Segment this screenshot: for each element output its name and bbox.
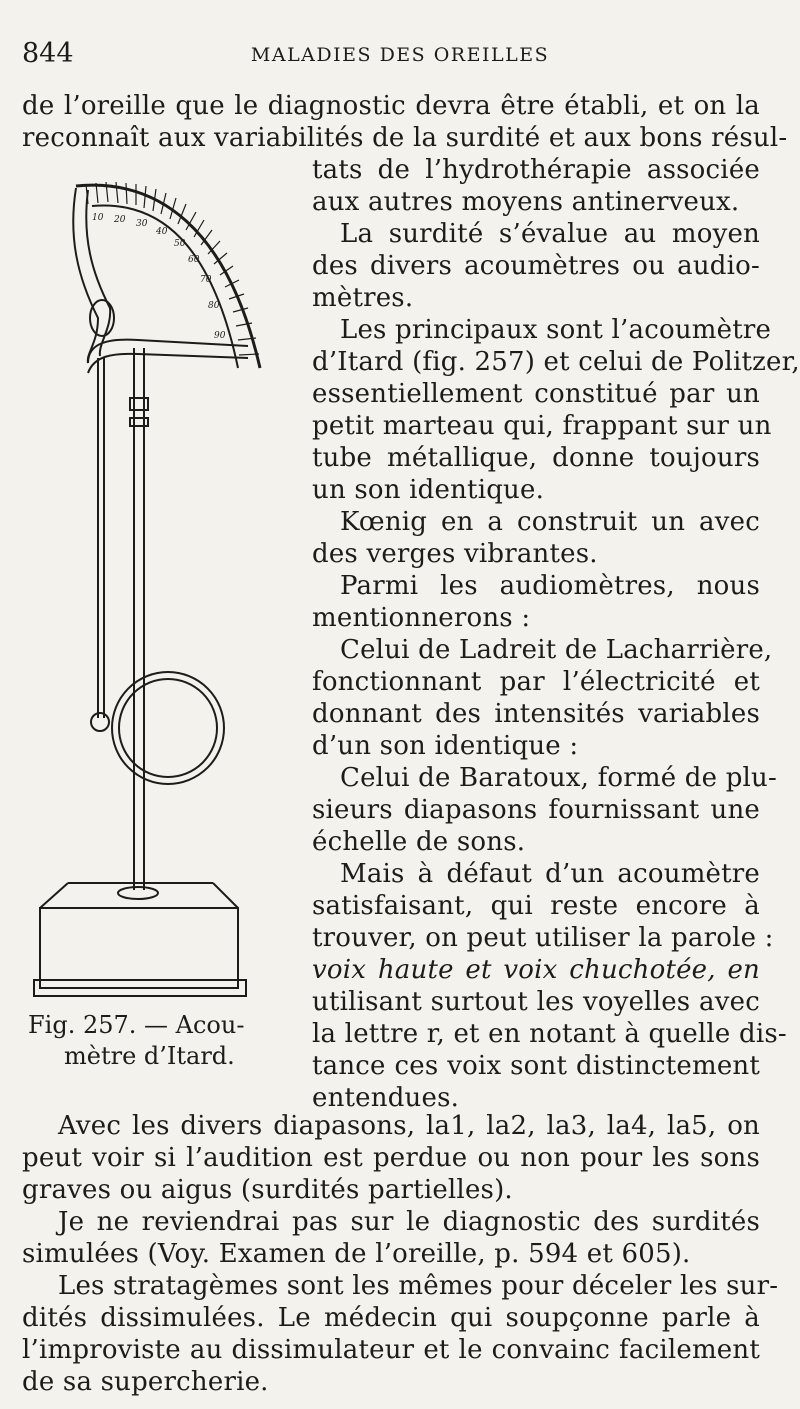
text-line: l’improviste au dissimulateur et le convainc facilement xyxy=(22,1335,760,1365)
text-line: la lettre r, et en notant à quelle dis- xyxy=(312,1019,787,1049)
page-number: 844 xyxy=(22,38,74,69)
scale-label: 40 xyxy=(156,227,168,237)
scale-label: 50 xyxy=(174,239,186,249)
text-line: satisfaisant, qui reste encore à xyxy=(312,891,760,921)
text-line: Celui de Baratoux, formé de plu- xyxy=(340,763,777,793)
scale-label: 70 xyxy=(200,275,212,285)
text-line: dités dissimulées. Le médecin qui soupçonne parle à xyxy=(22,1303,760,1333)
text-line: tats de l’hydrothérapie associée xyxy=(312,155,760,185)
text-line: donnant des intensités variables xyxy=(312,699,760,729)
support-arm xyxy=(88,340,248,363)
scale-label: 80 xyxy=(208,301,220,311)
scale-label: 60 xyxy=(188,255,200,265)
text-line: Les principaux sont l’acoumètre xyxy=(340,315,772,345)
base-block xyxy=(40,908,238,988)
text-line: d’Itard (fig. 257) et celui de Politzer, xyxy=(312,347,800,377)
text-line: Je ne reviendrai pas sur le diagnostic des surdités xyxy=(58,1207,760,1237)
text-line: Kœnig en a construit un avec xyxy=(340,507,760,537)
text-line: mètres. xyxy=(312,283,414,313)
text-line: entendues. xyxy=(312,1083,460,1113)
text-line: fonctionnant par l’électricité et xyxy=(312,667,760,697)
text-line: La surdité s’évalue au moyen xyxy=(340,219,760,249)
text-line: peut voir si l’audition est perdue ou non pour les sons xyxy=(22,1143,760,1173)
text-line: reconnaît aux variabilités de la surdité et aux bons résul- xyxy=(22,123,788,153)
text-line: graves ou aigus (surdités partielles). xyxy=(22,1175,513,1205)
text-line: Celui de Ladreit de Lacharrière, xyxy=(340,635,773,665)
figure-caption-line: Fig. 257. — Acou- xyxy=(28,1011,245,1039)
text-line: tube métallique, donne toujours xyxy=(312,443,760,473)
text-line: mentionnerons : xyxy=(312,603,531,633)
text-line: voix haute et voix chuchotée, en xyxy=(312,955,760,985)
scale-label: 20 xyxy=(114,215,126,225)
text-line: essentiellement constitué par un xyxy=(312,379,760,409)
text-line: des verges vibrantes. xyxy=(312,539,598,569)
text-line: de l’oreille que le diagnostic devra être établi, et on la xyxy=(22,91,760,121)
text-line: tance ces voix sont distinctement xyxy=(312,1051,760,1081)
text-line: Mais à défaut d’un acoumètre xyxy=(340,859,760,889)
text-line: Avec les divers diapasons, la1, la2, la3, la4, la5, on xyxy=(58,1111,760,1141)
scale-label: 10 xyxy=(92,213,104,223)
text-line: d’un son identique : xyxy=(312,731,579,761)
text-line: aux autres moyens antinerveux. xyxy=(312,187,740,217)
text-line: simulées (Voy. Examen de l’oreille, p. 594 et 605). xyxy=(22,1239,691,1269)
text-line: petit marteau qui, frappant sur un xyxy=(312,411,772,441)
text-line: Parmi les audiomètres, nous xyxy=(340,571,760,601)
page-header xyxy=(22,38,778,78)
text-line: sieurs diapasons fournissant une xyxy=(312,795,760,825)
scale-label: 30 xyxy=(136,219,148,229)
rod-foot xyxy=(118,887,158,899)
text-line: un son identique. xyxy=(312,475,545,505)
text-line: échelle de sons. xyxy=(312,827,526,857)
text-line: de sa supercherie. xyxy=(22,1367,269,1397)
hammer-ball xyxy=(91,713,109,731)
scale-label: 90 xyxy=(214,331,226,341)
metal-ring xyxy=(112,672,224,784)
acoumeter-illustration xyxy=(28,168,278,1008)
text-line: des divers acoumètres ou audio- xyxy=(312,251,760,281)
running-title: MALADIES DES OREILLES xyxy=(250,44,550,66)
text-line: utilisant surtout les voyelles avec xyxy=(312,987,760,1017)
text-line: trouver, on peut utiliser la parole : xyxy=(312,923,774,953)
text-line: Les stratagèmes sont les mêmes pour déceler les sur- xyxy=(58,1271,779,1301)
figure-caption xyxy=(28,1010,278,1072)
figure-caption-line: mètre d’Itard. xyxy=(64,1042,235,1070)
